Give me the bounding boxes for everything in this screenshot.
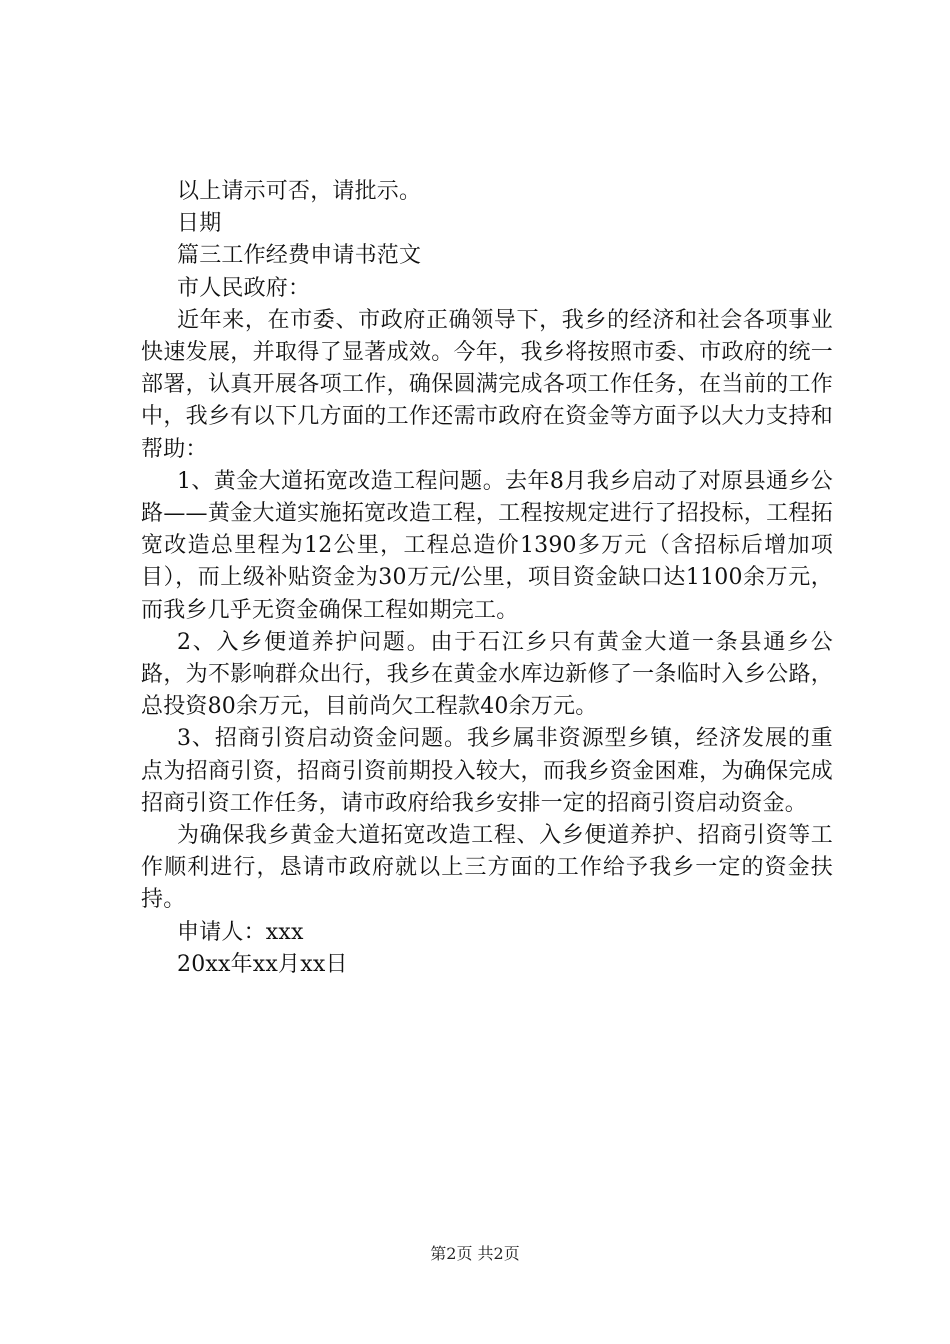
section-title: 篇三工作经费申请书范文 bbox=[177, 243, 422, 269]
intro-paragraph: 近年来，在市委、市政府正确领导下，我乡的经济和社会各项事业快速发展，并取得了显著成效。今年，我乡将按照市委、市政府的统一部署，认真开展各项工作，确保圆满完成各项工作任务，在当前的工作中，我乡有以下几方面的工作还需市政府在资金等方面予以大力支持和帮助： bbox=[141, 307, 833, 462]
item-3-paragraph: 3、招商引资启动资金问题。我乡属非资源型乡镇，经济发展的重点为招商引资，招商引资前期投入较大，而我乡资金困难，为确保完成招商引资工作任务，请市政府给我乡安排一定的招商引资启动资金。 bbox=[141, 726, 833, 816]
item-2-paragraph: 2、入乡便道养护问题。由于石江乡只有黄金大道一条县通乡公路，为不影响群众出行，我乡在黄金水库边新修了一条临时入乡公路，总投资80余万元，目前尚欠工程款40余万元。 bbox=[141, 629, 833, 720]
closing-request-line: 以上请示可否，请批示。 bbox=[177, 179, 422, 204]
conclusion-paragraph: 为确保我乡黄金大道拓宽改造工程、入乡便道养护、招商引资等工作顺利进行，恳请市政府就以上三方面的工作给予我乡一定的资金扶持。 bbox=[141, 823, 833, 913]
applicant-line: 申请人：xxx bbox=[177, 919, 304, 945]
page-number-footer: 第2页 共2页 bbox=[430, 1244, 520, 1263]
document-body bbox=[141, 176, 833, 981]
addressee-line: 市人民政府： bbox=[177, 275, 311, 301]
signature-date-line: 20xx年xx月xx日 bbox=[177, 951, 348, 977]
date-label: 日期 bbox=[177, 211, 222, 237]
item-1-paragraph: 1、黄金大道拓宽改造工程问题。去年8月我乡启动了对原县通乡公路——黄金大道实施拓宽改造工程，工程按规定进行了招投标，工程拓宽改造总里程为12公里，工程总造价1390多万元（含招标后增加项目），而上级补贴资金为30万元/公里，项目资金缺口达1100余万元，而我乡几乎无资金确保工程如期完工。 bbox=[141, 468, 833, 623]
